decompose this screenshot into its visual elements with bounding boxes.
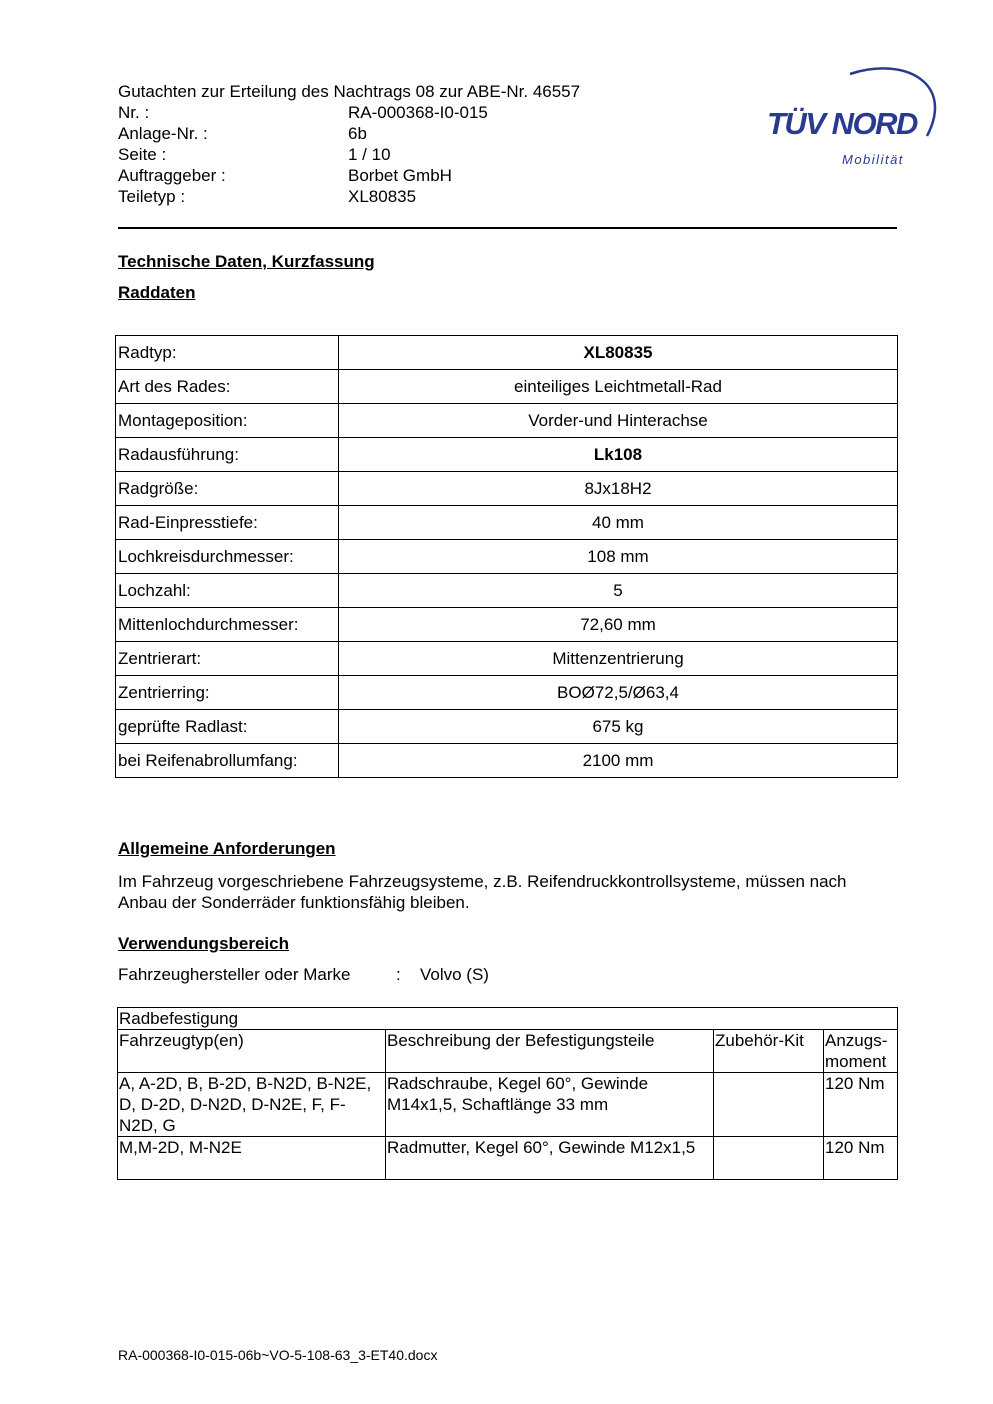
- row-label: Zentrierring:: [116, 676, 339, 710]
- allgemeine-text: Im Fahrzeug vorgeschriebene Fahrzeugsysteme, z.B. Reifendruckkontrollsysteme, müssen nach Anbau der Sonderräder funktionsfähig bleiben.: [118, 872, 847, 912]
- row-value: 8Jx18H2: [339, 472, 898, 506]
- auftraggeber-value: Borbet GmbH: [348, 166, 452, 185]
- table-row: [116, 744, 898, 778]
- row-label: Radausführung:: [116, 438, 339, 472]
- anlage-value: 6b: [348, 124, 367, 143]
- auftraggeber-label: Auftraggeber :: [118, 166, 226, 185]
- row-label: Art des Rades:: [116, 370, 339, 404]
- footer-filename: RA-000368-I0-015-06b~VO-5-108-63_3-ET40.docx: [118, 1347, 438, 1363]
- row-value: XL80835: [339, 336, 898, 370]
- table-row: [116, 710, 898, 744]
- logo-brand: TÜV NORD: [767, 106, 917, 141]
- row-value: Vorder-und Hinterachse: [339, 404, 898, 438]
- heading-technische-daten: Technische Daten, Kurzfassung: [118, 252, 375, 271]
- nr-label: Nr. :: [118, 103, 150, 122]
- row-value: 675 kg: [339, 710, 898, 744]
- table-row: [116, 608, 898, 642]
- row-value: 108 mm: [339, 540, 898, 574]
- teiletyp-label: Teiletyp :: [118, 187, 186, 206]
- table-row: [116, 336, 898, 370]
- row-label: Radgröße:: [116, 472, 339, 506]
- table-row: [118, 1137, 898, 1180]
- row-label: Montageposition:: [116, 404, 339, 438]
- hersteller-value: Volvo (S): [420, 965, 489, 984]
- table-row: [116, 438, 898, 472]
- table-row: [116, 676, 898, 710]
- row-label: geprüfte Radlast:: [116, 710, 339, 744]
- table-row: [116, 472, 898, 506]
- teiletyp-value: XL80835: [348, 187, 417, 206]
- row-label: bei Reifenabrollumfang:: [116, 744, 339, 778]
- row-value: 2100 mm: [339, 744, 898, 778]
- cell-fahrzeugtypen: A, A-2D, B, B-2D, B-N2D, B-N2E, D, D-2D, D-N2D, D-N2E, F, F-N2D, G: [118, 1073, 386, 1137]
- raddaten-table: [115, 335, 898, 778]
- hersteller-label: Fahrzeughersteller oder Marke: [118, 965, 351, 984]
- table-header-row: [118, 1030, 898, 1073]
- row-label: Rad-Einpresstiefe:: [116, 506, 339, 540]
- cell-anzugsmoment: 120 Nm: [824, 1137, 898, 1180]
- row-label: Lochzahl:: [116, 574, 339, 608]
- anlage-label: Anlage-Nr. :: [118, 124, 208, 143]
- nr-value: RA-000368-I0-015: [348, 103, 488, 122]
- row-label: Mittenlochdurchmesser:: [116, 608, 339, 642]
- table-row: [118, 1073, 898, 1137]
- logo-subtitle: Mobilität: [842, 152, 904, 167]
- header-beschreibung: Beschreibung der Befestigungsteile: [386, 1030, 714, 1073]
- table-title-row: [118, 1008, 898, 1030]
- row-value: Mittenzentrierung: [339, 642, 898, 676]
- table-row: [116, 404, 898, 438]
- cell-beschreibung: Radmutter, Kegel 60°, Gewinde M12x1,5: [386, 1137, 714, 1180]
- row-value: 5: [339, 574, 898, 608]
- header-fahrzeugtypen: Fahrzeugtyp(en): [118, 1030, 386, 1073]
- table-row: [116, 506, 898, 540]
- cell-zubehoer-kit: [714, 1073, 824, 1137]
- row-label: Radtyp:: [116, 336, 339, 370]
- header-zubehoer-kit: Zubehör-Kit: [714, 1030, 824, 1073]
- row-label: Zentrierart:: [116, 642, 339, 676]
- row-value: 40 mm: [339, 506, 898, 540]
- cell-fahrzeugtypen: M,M-2D, M-N2E: [118, 1137, 386, 1180]
- row-value: Lk108: [339, 438, 898, 472]
- heading-verwendungsbereich: Verwendungsbereich: [118, 934, 289, 953]
- row-value: einteiliges Leichtmetall-Rad: [339, 370, 898, 404]
- row-label: Lochkreisdurchmesser:: [116, 540, 339, 574]
- row-value: BOØ72,5/Ø63,4: [339, 676, 898, 710]
- report-title: Gutachten zur Erteilung des Nachtrags 08 zur ABE-Nr. 46557: [118, 82, 581, 101]
- table-row: [116, 574, 898, 608]
- row-value: 72,60 mm: [339, 608, 898, 642]
- table-row: [116, 540, 898, 574]
- table-row: [116, 642, 898, 676]
- cell-zubehoer-kit: [714, 1137, 824, 1180]
- cell-anzugsmoment: 120 Nm: [824, 1073, 898, 1137]
- table-title: Radbefestigung: [118, 1008, 898, 1030]
- cell-beschreibung: Radschraube, Kegel 60°, Gewinde M14x1,5, Schaftlänge 33 mm: [386, 1073, 714, 1137]
- radbefestigung-table: [117, 1007, 898, 1180]
- seite-label: Seite :: [118, 145, 167, 164]
- heading-allgemeine-anforderungen: Allgemeine Anforderungen: [118, 839, 336, 858]
- header-anzugsmoment: Anzugs-moment: [824, 1030, 898, 1073]
- seite-value: 1 / 10: [348, 145, 391, 164]
- header-divider: [118, 227, 897, 229]
- heading-raddaten: Raddaten: [118, 283, 196, 302]
- hersteller-separator: :: [396, 965, 401, 984]
- table-row: [116, 370, 898, 404]
